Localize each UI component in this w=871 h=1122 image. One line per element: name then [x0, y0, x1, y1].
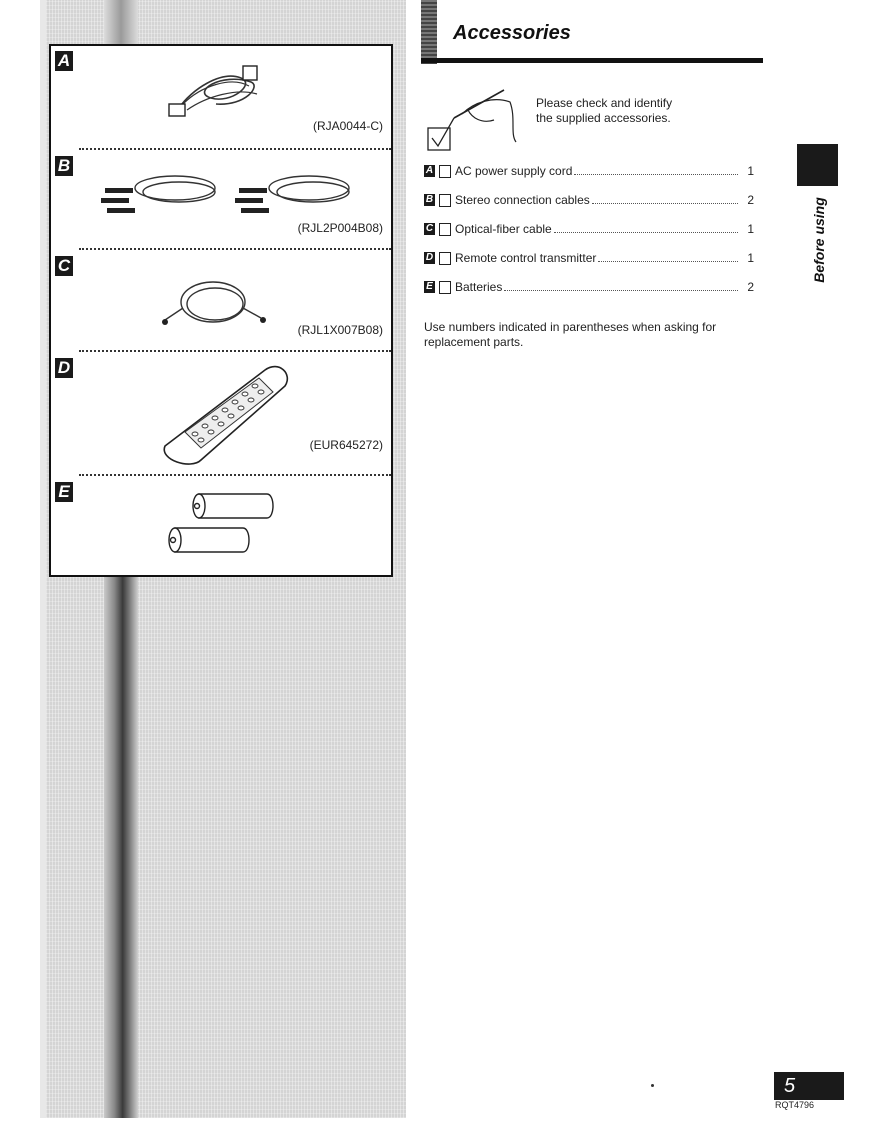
section-separator — [79, 248, 391, 250]
part-number: (RJA0044-C) — [312, 119, 383, 133]
part-number: (RJL2P004B08) — [297, 221, 383, 235]
section-letter: A — [55, 51, 73, 71]
leader-dots — [554, 220, 738, 233]
list-item — [424, 251, 754, 267]
power-cord-illustration — [161, 60, 271, 122]
item-quantity: 1 — [747, 251, 754, 265]
item-letter-badge: C — [425, 223, 434, 234]
item-quantity: 2 — [747, 280, 754, 294]
item-name: Optical-fiber cable — [455, 222, 552, 236]
batteries-illustration — [163, 490, 283, 562]
part-number: (EUR645272) — [309, 438, 383, 452]
section-separator — [79, 350, 391, 352]
section-b — [51, 148, 391, 246]
item-name: Remote control transmitter — [455, 251, 597, 265]
part-number: (RJL1X007B08) — [297, 323, 383, 337]
header-rule — [421, 58, 763, 63]
item-checkbox — [439, 252, 451, 265]
item-checkbox — [439, 281, 451, 294]
intro-line-2: the supplied accessories. — [536, 111, 671, 125]
section-separator — [79, 474, 391, 476]
section-e — [51, 474, 391, 575]
speck — [651, 1084, 654, 1087]
section-separator — [79, 148, 391, 150]
pen-check-illustration — [424, 88, 524, 160]
intro-line-1: Please check and identify — [536, 96, 673, 110]
item-letter-badge: D — [425, 252, 434, 263]
item-checkbox — [439, 194, 451, 207]
item-quantity: 1 — [747, 222, 754, 236]
remote-control-illustration — [155, 362, 295, 466]
document-code: RQT4796 — [775, 1100, 815, 1110]
intro-text — [536, 96, 736, 126]
list-item — [424, 193, 754, 209]
item-quantity: 1 — [747, 164, 754, 178]
section-c — [51, 248, 391, 348]
list-item — [424, 164, 754, 180]
page-number: 5 — [774, 1072, 844, 1100]
page-title: Accessories — [453, 22, 571, 44]
section-a — [51, 46, 391, 146]
item-letter-badge: A — [425, 165, 434, 176]
header-marker — [421, 0, 437, 64]
item-checkbox — [439, 223, 451, 236]
list-item — [424, 222, 754, 238]
item-name: Batteries — [455, 280, 503, 294]
replacement-note: Use numbers indicated in parentheses when asking for replacement parts. — [424, 320, 717, 349]
section-tab-label — [804, 197, 834, 283]
stereo-cables-illustration — [95, 166, 355, 226]
section-letter: B — [55, 156, 73, 176]
item-letter-badge: B — [425, 194, 434, 205]
section-letter: D — [55, 358, 73, 378]
section-letter: E — [55, 482, 73, 502]
list-item — [424, 280, 754, 296]
leader-dots — [574, 162, 738, 175]
item-letter-badge: E — [424, 281, 435, 293]
leader-dots — [598, 249, 738, 262]
section-d — [51, 350, 391, 472]
item-checkbox — [439, 165, 451, 178]
section-letter: C — [55, 256, 73, 276]
leader-dots — [504, 278, 738, 291]
page-fold-top — [104, 0, 138, 48]
accessory-illustration-box — [49, 44, 393, 577]
left-edge — [40, 0, 46, 1118]
leader-dots — [592, 191, 738, 204]
section-tab-marker — [797, 144, 838, 186]
section-tab-text: Before using — [811, 197, 827, 283]
optical-cable-illustration — [155, 272, 285, 330]
item-quantity: 2 — [747, 193, 754, 207]
item-name: Stereo connection cables — [455, 193, 590, 207]
item-name: AC power supply cord — [455, 164, 573, 178]
